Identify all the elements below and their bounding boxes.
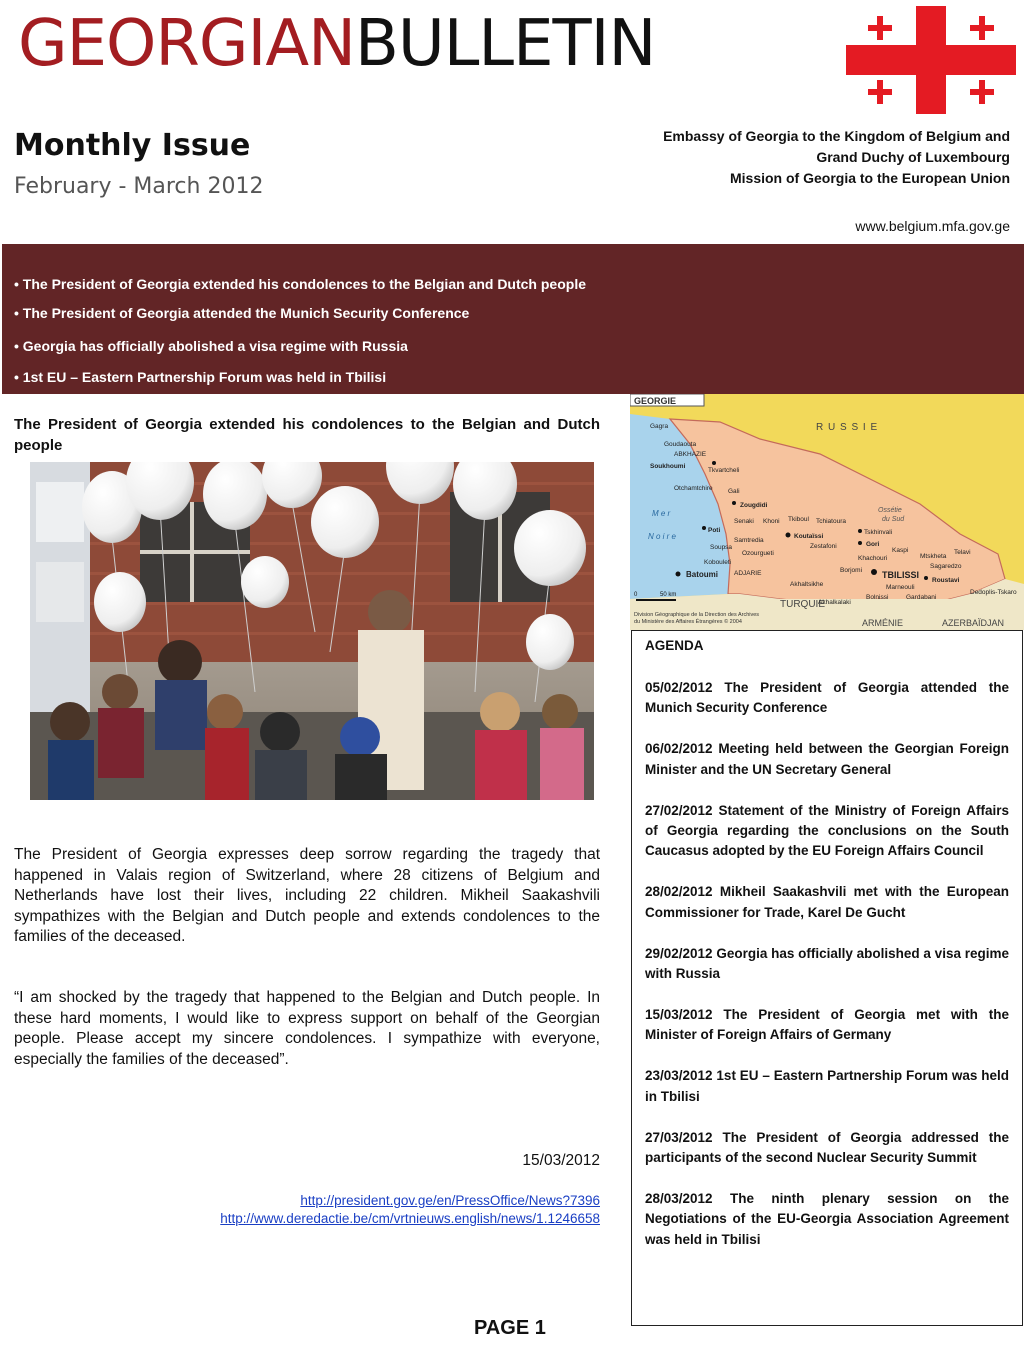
map-scale: 50 km: [660, 592, 677, 598]
map-city: Kobouleti: [704, 559, 732, 566]
agenda-title: AGENDA: [645, 638, 704, 653]
website-link[interactable]: www.belgium.mfa.gov.ge: [855, 218, 1010, 234]
map-city: Koutaïssi: [794, 533, 824, 540]
map-city: Kaspi: [892, 547, 909, 554]
map-city: Khachouri: [858, 555, 888, 562]
map-city: Sagaredzo: [930, 563, 962, 570]
source-link[interactable]: http://president.gov.ge/en/PressOffice/News?7396: [300, 1193, 600, 1208]
agenda-item: 28/03/2012 The ninth plenary session on the Negotiations of the EU-Georgia Association Agreement was held in Tbilisi: [645, 1190, 1009, 1247]
headline-item[interactable]: • The President of Georgia attended the Munich Security Conference: [14, 305, 470, 321]
map-city: Tchiatoura: [816, 518, 846, 525]
article-paragraph: The President of Georgia expresses deep sorrow regarding the tragedy that happened in Valais region of Switzerland, where 28 citizens of Belgium and Netherlands have lost their lives, including 22 children. Mikheil Saakashvili sympathizes with the Belgian and Dutch people and extends condolences to the families of the deceased.: [14, 846, 600, 945]
headline-item[interactable]: • 1st EU – Eastern Partnership Forum was held in Tbilisi: [14, 369, 387, 385]
agenda-list: [645, 678, 1009, 1271]
map-city: Borjomi: [840, 567, 863, 574]
map-city: Khoni: [763, 518, 780, 525]
masthead-georgian: GEORGIAN: [18, 7, 355, 81]
embassy-line: Grand Duchy of Luxembourg: [816, 149, 1010, 165]
agenda-item: 27/02/2012 Statement of the Ministry of Foreign Affairs of Georgia regarding the conclusions on the South Caucasus adopted by the EU Foreign Affairs Council: [645, 802, 1009, 859]
map-city: Dedoplis-Tskaro: [970, 589, 1017, 596]
map-city: Mtskheta: [920, 553, 947, 560]
map-city: Gagra: [650, 423, 669, 430]
map-region-label: R U S S I E: [816, 422, 879, 433]
georgian-flag-icon: [846, 6, 1016, 114]
map-city: Gori: [866, 541, 880, 548]
map-city: Akhaltsikhe: [790, 581, 824, 588]
issue-period: February - March 2012: [14, 174, 264, 199]
map-scale-zero: 0: [634, 592, 638, 598]
agenda-item: 15/03/2012 The President of Georgia met with the Minister of Foreign Affairs of Germany: [645, 1006, 1009, 1043]
article-photo: [30, 462, 594, 800]
map-city: Ozourgueti: [742, 550, 774, 557]
agenda-item: 05/02/2012 The President of Georgia attended the Munich Security Conference: [645, 680, 1009, 716]
georgia-map: [630, 394, 1024, 630]
issue-label: Monthly Issue: [14, 128, 251, 163]
map-city: Otchamtchire: [674, 485, 713, 492]
map-region-label: TURQUIE: [780, 599, 825, 610]
embassy-line: Embassy of Georgia to the Kingdom of Belgium and: [663, 128, 1010, 144]
masthead: [18, 4, 655, 84]
map-credit: Division Géographique de la Direction des Archives: [634, 612, 760, 618]
agenda-item: 23/03/2012 1st EU – Eastern Partnership Forum was held in Tbilisi: [645, 1068, 1009, 1104]
map-sea-label: M e r: [652, 509, 671, 518]
map-city: Gali: [728, 488, 740, 495]
page-number: PAGE 1: [474, 1317, 546, 1339]
source-link[interactable]: http://www.deredactie.be/cm/vrtnieuws.english/news/1.1246658: [220, 1211, 600, 1226]
article-title: The President of Georgia extended his condolences to the Belgian and Dutch people: [14, 416, 600, 454]
agenda-item: 29/02/2012 Georgia has officially abolished a visa regime with Russia: [645, 945, 1009, 982]
masthead-bulletin: BULLETIN: [355, 7, 656, 81]
headline-item[interactable]: • Georgia has officially abolished a visa regime with Russia: [14, 338, 408, 354]
map-city: Soukhoumi: [650, 463, 686, 470]
article-date: 15/03/2012: [522, 1152, 600, 1169]
map-credit: du Ministère des Affaires Étrangères © 2004: [634, 619, 742, 625]
headline-item[interactable]: • The President of Georgia extended his condolences to the Belgian and Dutch people: [14, 276, 586, 292]
map-city: Roustavi: [932, 577, 960, 584]
map-city: Goudaouta: [664, 441, 697, 448]
map-city: Akhalkalaki: [818, 599, 851, 606]
agenda-item: 06/02/2012 Meeting held between the Georgian Foreign Minister and the UN Secretary General: [645, 741, 1009, 777]
map-sea-label: N o i r e: [648, 532, 677, 541]
map-city: ABKHAZIE: [674, 451, 707, 458]
map-title: GEORGIE: [634, 396, 677, 406]
map-region-label: ARMÉNIE: [862, 618, 904, 628]
embassy-info: [580, 126, 1010, 189]
map-city: Zestafoni: [810, 543, 837, 550]
map-city: Gardabani: [906, 594, 937, 601]
article-quote: “I am shocked by the tragedy that happened to the Belgian and Dutch people. In these hard moments, I would like to express support on behalf of the Georgian people. Please accept my sincere condolences. I sympathize with everyone, especially the families of the deceased”.: [14, 989, 600, 1068]
embassy-line: Mission of Georgia to the European Union: [729, 170, 1010, 186]
map-region-label: du Sud: [882, 516, 905, 523]
map-city: Marneouli: [886, 584, 915, 591]
map-city: TBILISSI: [882, 570, 920, 580]
map-city: Poti: [708, 527, 721, 534]
map-city: ADJARIE: [734, 570, 762, 577]
map-city: Zougdidi: [740, 502, 768, 509]
map-region-label: Ossétie: [878, 507, 902, 514]
map-city: Senaki: [734, 518, 754, 525]
map-city: Telavi: [954, 549, 971, 556]
map-city: Soupsa: [710, 544, 733, 551]
map-city: Tkvartcheli: [708, 467, 740, 474]
map-city: Samtredia: [734, 537, 764, 544]
map-city: Tskhinvali: [864, 529, 893, 536]
map-city: Tkiboul: [788, 516, 809, 523]
article-links: [14, 1192, 600, 1228]
map-region-label: AZERBAÏDJAN: [942, 618, 1005, 628]
agenda-item: 28/02/2012 Mikheil Saakashvili met with the European Commissioner for Trade, Karel De Gucht: [645, 884, 1009, 920]
map-city: Batoumi: [686, 570, 718, 579]
map-city: Bolnissi: [866, 594, 889, 601]
agenda-item: 27/03/2012 The President of Georgia addressed the participants of the second Nuclear Security Summit: [645, 1129, 1009, 1165]
